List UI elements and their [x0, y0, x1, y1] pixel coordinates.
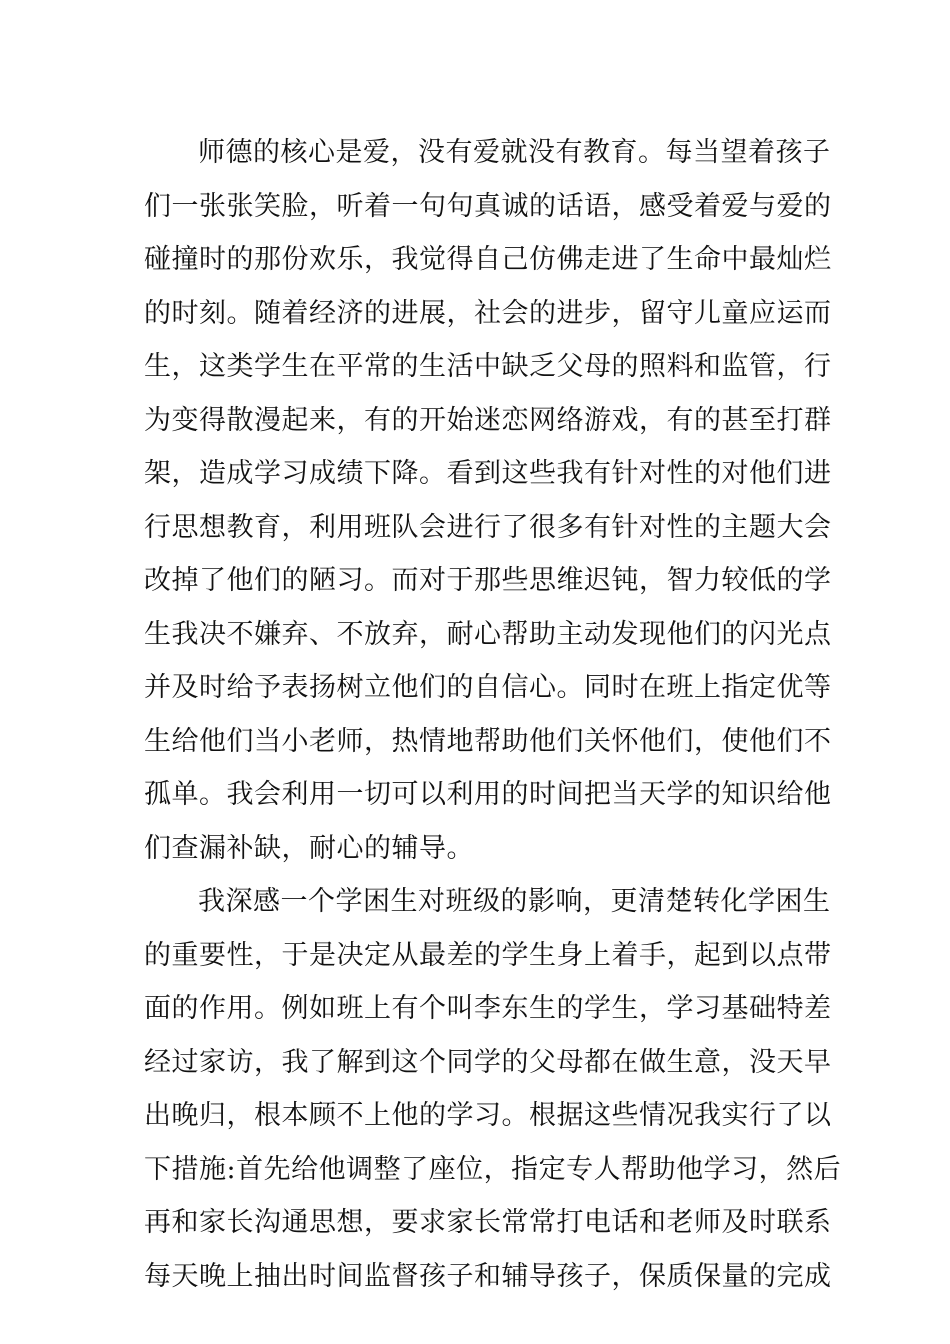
- paragraph-1-line-5: 生，这类学生在平常的生活中缺乏父母的照料和监管，行: [144, 351, 832, 382]
- paragraph-2-line-2: 的重要性，于是决定从最差的学生身上着手，起到以点带: [144, 939, 832, 971]
- paragraph-2-line-4: 经过家访，我了解到这个同学的父母都在做生意，没天早: [144, 1046, 832, 1078]
- paragraph-1-line-13: 孤单。我会利用一切可以利用的时间把当天学的知识给他: [144, 779, 832, 810]
- paragraph-1-line-4: 的时刻。随着经济的进展，社会的进步，留守儿童应运而: [144, 297, 832, 329]
- paragraph-2-line-5: 出晚归，根本顾不上他的学习。根据这些情况我实行了以: [144, 1100, 832, 1131]
- paragraph-1-line-11: 并及时给予表扬树立他们的自信心。同时在班上指定优等: [144, 672, 832, 703]
- paragraph-1-line-3: 碰撞时的那份欢乐，我觉得自己仿佛走进了生命中最灿烂: [144, 244, 832, 275]
- paragraph-2-line-8: 每天晚上抽出时间监督孩子和辅导孩子，保质保量的完成: [144, 1260, 832, 1292]
- paragraph-1-line-12: 生给他们当小老师，热情地帮助他们关怀他们，使他们不: [144, 725, 832, 757]
- body-text: [144, 126, 842, 1303]
- paragraph-2-line-7: 再和家长沟通思想，要求家长常常打电话和老师及时联系: [144, 1207, 832, 1238]
- paragraph-1-line-10: 生我决不嫌弃、不放弃，耐心帮助主动发现他们的闪光点: [144, 618, 832, 650]
- paragraph-2-line-6: 下措施:首先给他调整了座位，指定专人帮助他学习，然后: [144, 1153, 842, 1185]
- paragraph-2-line-3: 面的作用。例如班上有个叫李东生的学生，学习基础特差: [144, 993, 832, 1024]
- paragraph-2-line-1: 我深感一个学困生对班级的影响，更清楚转化学困生: [198, 886, 831, 917]
- paragraph-1-line-8: 行思想教育，利用班队会进行了很多有针对性的主题大会: [144, 511, 832, 543]
- paragraph-1-line-6: 为变得散漫起来，有的开始迷恋网络游戏，有的甚至打群: [144, 404, 832, 436]
- paragraph-1-line-14: 们查漏补缺，耐心的辅导。: [144, 832, 474, 864]
- paragraph-1-line-9: 改掉了他们的陋习。而对于那些思维迟钝，智力较低的学: [144, 565, 832, 596]
- paragraph-1-line-2: 们一张张笑脸，听着一句句真诚的话语，感受着爱与爱的: [144, 190, 832, 222]
- paragraph-1-line-7: 架，造成学习成绩下降。看到这些我有针对性的对他们进: [144, 458, 832, 489]
- paragraph-1-line-1: 师德的核心是爱，没有爱就没有教育。每当望着孩子: [198, 137, 831, 168]
